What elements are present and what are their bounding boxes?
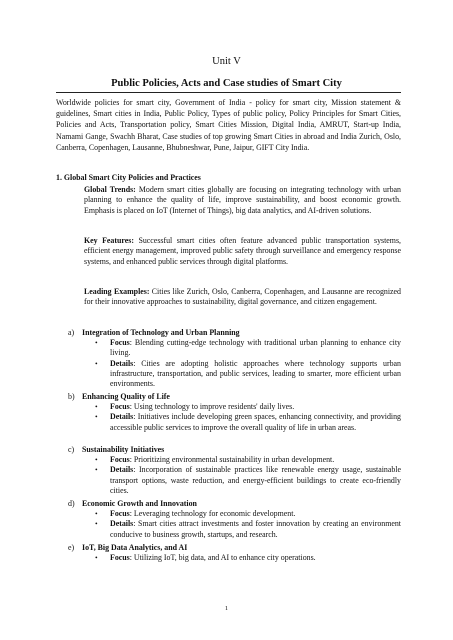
bullet-text: : Using technology to improve residents' daily lives. (129, 402, 295, 412)
paragraph-leading-examples (84, 287, 401, 308)
bullet-label: Details (110, 465, 134, 475)
bullet-icon: • (95, 412, 98, 422)
subsection-title: Sustainability Initiatives (82, 445, 165, 454)
bullet-text: : Incorporation of sustainable practices like renewable energy usage, sustainable transport options, waste reduction, and energy-efficient buildings to create eco-friendly cities. (110, 465, 401, 495)
list-item (68, 359, 401, 390)
title-divider (56, 92, 401, 93)
bullet-icon: • (95, 338, 98, 348)
list-item (68, 455, 401, 465)
paragraph-key-features (84, 236, 401, 267)
subsection-letter: b) (68, 392, 75, 401)
unit-label: Unit V (212, 56, 241, 67)
paragraph-text: Cities like Zurich, Oslo, Canberra, Copenhagen, and Lausanne are recognized for their innovative approaches to sustainability, digital governance, and citizen engagement. (84, 287, 402, 307)
subsection-title: Economic Growth and Innovation (82, 499, 197, 508)
subsection-letter: a) (68, 328, 75, 337)
bullet-label: Focus (110, 455, 130, 465)
subsection-title: IoT, Big Data Analytics, and AI (82, 543, 188, 552)
bullet-text: : Initiatives include developing green spaces, enhancing connectivity, and providing accessible public services to improve the overall quality of life in urban areas. (110, 412, 401, 432)
bullet-icon: • (95, 509, 98, 519)
list-item (68, 402, 401, 412)
paragraph-lead: Leading Examples: (84, 287, 150, 296)
intro-paragraph: Worldwide policies for smart city, Government of India - policy for smart city, Mission statement & guidelines, Smart cities in India, Public Policy, Types of public policy, Policy Principles for Smart Cities, Policies and Acts, Transportation policy, Smart Cities Mission, Digital India, AMRUT, Start-up India, Namami Gange, Swachh Bharat, Case studies of top growing Smart Cities in abroad and India Zurich, Oslo, Canberra, Copenhagen, Lausanne, Bhubneshwar, Pune, Jaipur, GIFT City India. (56, 98, 401, 152)
bullet-label: Focus (110, 553, 130, 563)
paragraph-text: Modern smart cities globally are focusing on integrating technology with urban planning to enhance the quality of life, improve sustainability, and boost economic growth. Emphasis is placed on IoT (Internet of Things), big data analytics, and AI-driven solutions. (84, 185, 401, 215)
subsection-b (68, 392, 401, 433)
paragraph-lead: Global Trends: (84, 185, 136, 194)
bullet-icon: • (95, 402, 98, 412)
subsection-e (68, 543, 401, 563)
bullet-text: : Leveraging technology for economic development. (129, 509, 296, 519)
list-item (68, 338, 401, 358)
subsection-d (68, 499, 401, 540)
bullet-label: Details (110, 358, 134, 368)
bullet-label: Focus (110, 509, 130, 519)
subsection-letter: d) (68, 499, 75, 508)
list-item (68, 553, 401, 563)
list-item (68, 465, 401, 496)
page-title: Public Policies, Acts and Case studies of Smart City (111, 78, 342, 89)
bullet-icon: • (95, 553, 98, 563)
list-item (68, 412, 401, 432)
paragraph-text: Successful smart cities often feature advanced public transportation systems, efficient energy management, improved public safety through surveillance and emergency response systems, and enhanced public services through digital platforms. (84, 236, 401, 266)
bullet-text: : Blending cutting-edge technology with traditional urban planning to enhance city living. (110, 338, 401, 358)
page-number: 1 (224, 605, 229, 612)
subsection-a (68, 328, 401, 389)
bullet-label: Details (110, 519, 134, 529)
subsection-title: Integration of Technology and Urban Planning (82, 328, 240, 337)
subsection-letter: c) (68, 445, 75, 454)
subsection-letter: e) (68, 543, 75, 552)
paragraph-global-trends (84, 185, 401, 216)
paragraph-lead: Key Features: (84, 236, 134, 245)
bullet-icon: • (95, 519, 98, 529)
bullet-text: : Utilizing IoT, big data, and AI to enhance city operations. (129, 553, 316, 563)
bullet-label: Focus (110, 338, 130, 348)
bullet-icon: • (95, 358, 98, 368)
subsection-title: Enhancing Quality of Life (82, 392, 170, 401)
bullet-text: : Prioritizing environmental sustainability in urban development. (129, 455, 335, 465)
list-item (68, 519, 401, 539)
section-heading: 1. Global Smart City Policies and Practices (56, 173, 201, 182)
bullet-label: Details (110, 412, 134, 422)
bullet-text: : Smart cities attract investments and foster innovation by creating an environment conducive to business growth, startups, and research. (110, 519, 401, 539)
bullet-icon: • (95, 455, 98, 465)
list-item (68, 509, 401, 519)
subsection-c (68, 445, 401, 496)
bullet-label: Focus (110, 402, 130, 412)
bullet-icon: • (95, 465, 98, 475)
bullet-text: : Cities are adopting holistic approaches where technology supports urban infrastructure, transportation, and public services, leading to smarter, more efficient urban environments. (110, 358, 401, 389)
